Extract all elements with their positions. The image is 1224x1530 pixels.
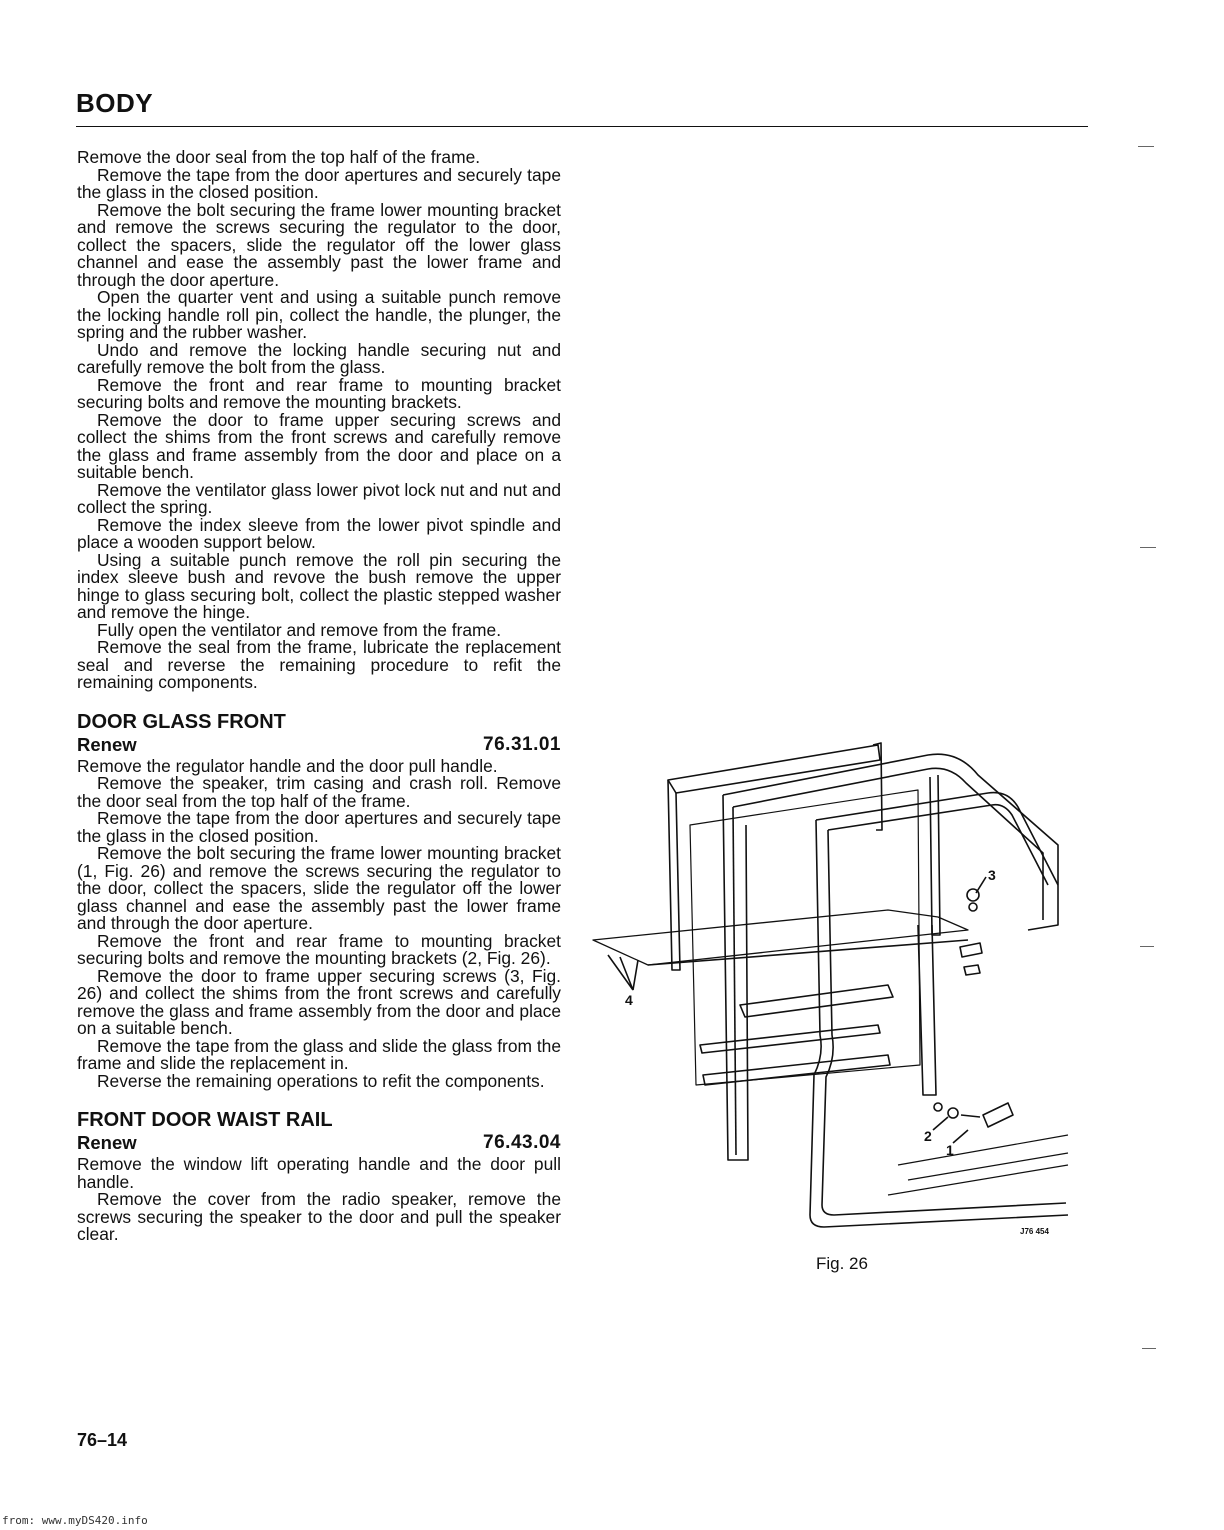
callout-1: 1: [946, 1142, 954, 1158]
paragraph: Remove the window lift operating handle and the door pull handle.: [77, 1154, 561, 1192]
header-rule: [76, 126, 1088, 127]
door-frame-illustration: [588, 735, 1074, 1245]
operation-label: Renew: [77, 733, 137, 755]
paragraph: Open the quarter vent and using a suitable punch remove the locking handle roll pin, collect the handle, the plunger, the spring and the rubber washer.: [77, 287, 561, 342]
paragraph: Remove the bolt securing the frame lower mounting bracket (1, Fig. 26) and remove the screws securing the regulator to the door, collect the spacers, slide the regulator off the lower glass channel and ease the assembly past the lower frame and through the door aperture.: [77, 843, 561, 933]
section-header: BODY: [76, 88, 154, 118]
operation-code: 76.43.04: [483, 1132, 561, 1153]
paragraph: Remove the front and rear frame to mounting bracket securing bolts and remove the mounting brackets (2, Fig. 26).: [77, 930, 561, 968]
paragraph: Remove the tape from the door apertures and securely tape the glass in the closed position.: [77, 164, 561, 202]
paragraph: Reverse the remaining operations to refit the components.: [97, 1070, 545, 1091]
section-title: DOOR GLASS FRONT: [77, 710, 286, 733]
callout-3: 3: [988, 867, 996, 883]
figure-caption: Fig. 26: [816, 1254, 868, 1273]
paragraph: Remove the speaker, trim casing and crash roll. Remove the door seal from the top half of the frame.: [77, 773, 561, 811]
paragraph: Undo and remove the locking handle securing nut and carefully remove the bolt from the glass.: [77, 339, 561, 377]
operation-code: 76.31.01: [483, 733, 561, 755]
operation-line: [77, 1132, 561, 1154]
paragraph: Remove the tape from the glass and slide the glass from the frame and slide the replacement in.: [77, 1035, 561, 1073]
paragraph: Remove the ventilator glass lower pivot lock nut and nut and collect the spring.: [77, 479, 562, 517]
paragraph: Remove the bolt securing the frame lower mounting bracket and remove the screws securing the regulator to the door, collect the spacers, slide the regulator off the lower glass channel and ease the assembly past the lower frame and through the door aperture.: [77, 199, 561, 290]
paragraph: Remove the door seal from the top half of the frame.: [77, 147, 481, 167]
scan-mark: [1138, 146, 1154, 147]
paragraph: Remove the door to frame upper securing screws (3, Fig. 26) and collect the shims from the front screws and carefully remove the glass and frame assembly from the door and place on a suitable bench.: [77, 965, 561, 1038]
text-column: [77, 149, 561, 1244]
paragraph: Remove the index sleeve from the lower pivot spindle and place a wooden support below.: [77, 514, 561, 552]
scan-mark: [1140, 946, 1154, 947]
paragraph: Remove the seal from the frame, lubricate the replacement seal and reverse the remaining procedure to refit the remaining components.: [77, 637, 561, 692]
door-glass-section: [77, 711, 561, 1091]
operation-label: Renew: [77, 1132, 137, 1153]
figure-reference: J76 454: [1020, 1227, 1049, 1236]
scan-mark: [1142, 1348, 1156, 1349]
intro-block: [77, 149, 561, 692]
scan-mark: [1140, 547, 1156, 548]
page-number: 76–14: [77, 1430, 128, 1450]
paragraph: Remove the cover from the radio speaker, remove the screws securing the speaker to the door and pull the speaker clear.: [77, 1189, 561, 1244]
callout-4: 4: [625, 992, 633, 1008]
paragraph: Using a suitable punch remove the roll pin securing the index sleeve bush and revove the bush remove the upper hinge to glass securing bolt, collect the plastic stepped washer and remove the hinge.: [77, 549, 561, 622]
paragraph: Remove the regulator handle and the door pull handle.: [77, 755, 498, 776]
paragraph: Remove the door to frame upper securing screws and collect the shims from the front screws and carefully remove the glass and frame assembly from the door and place on a suitable bench.: [77, 409, 561, 482]
paragraph: Remove the front and rear frame to mounting bracket securing bolts and remove the mounting brackets.: [77, 374, 561, 412]
section-title: FRONT DOOR WAIST RAIL: [77, 1109, 333, 1131]
callout-2: 2: [924, 1128, 932, 1144]
operation-line: [77, 734, 561, 756]
paragraph: Fully open the ventilator and remove from the frame.: [97, 619, 502, 640]
source-watermark: from: www.myDS420.info: [2, 1514, 148, 1527]
paragraph: Remove the tape from the door apertures and securely tape the glass in the closed position.: [77, 808, 561, 846]
waist-rail-section: [77, 1109, 561, 1244]
